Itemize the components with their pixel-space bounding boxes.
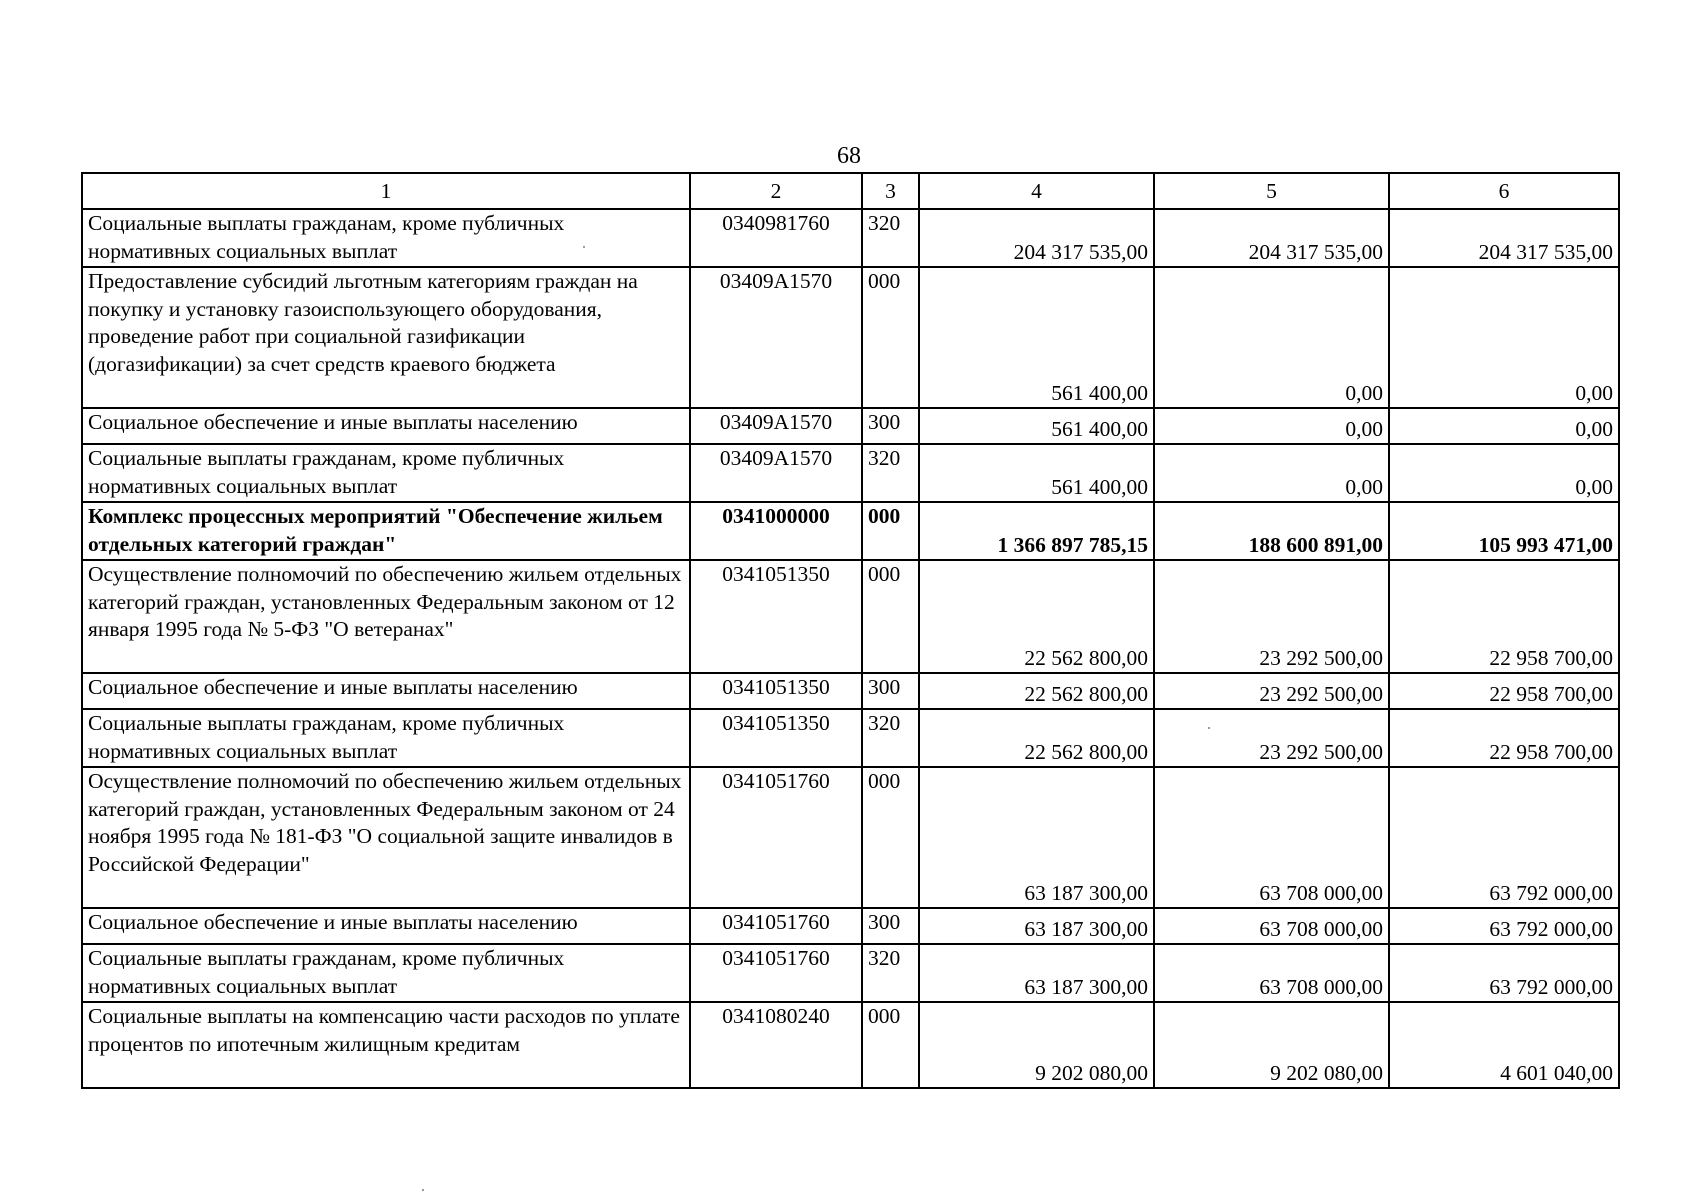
row-name: Социальные выплаты гражданам, кроме публичных нормативных социальных выплат bbox=[82, 944, 690, 1002]
row-code: 0341080240 bbox=[690, 1002, 862, 1088]
row-value-6: 22 958 700,00 bbox=[1389, 709, 1619, 767]
table-row bbox=[82, 502, 1619, 560]
row-value-5: 63 708 000,00 bbox=[1154, 944, 1389, 1002]
row-type: 000 bbox=[862, 502, 919, 560]
row-value-4: 204 317 535,00 bbox=[919, 209, 1154, 267]
header-col-5: 5 bbox=[1154, 173, 1389, 209]
row-type: 320 bbox=[862, 709, 919, 767]
row-name: Социальные выплаты гражданам, кроме публичных нормативных социальных выплат bbox=[82, 444, 690, 502]
row-value-5: 63 708 000,00 bbox=[1154, 908, 1389, 944]
row-value-6: 4 601 040,00 bbox=[1389, 1002, 1619, 1088]
table-row bbox=[82, 444, 1619, 502]
header-col-3: 3 bbox=[862, 173, 919, 209]
row-type: 320 bbox=[862, 444, 919, 502]
row-name: Осуществление полномочий по обеспечению жильем отдельных категорий граждан, установленных Федеральным законом от 24 ноября 1995 года № 181-ФЗ "О социальной защите инвалидов в Российской Федерации" bbox=[82, 767, 690, 908]
scan-speck bbox=[1208, 727, 1210, 729]
row-type: 300 bbox=[862, 408, 919, 444]
row-value-4: 22 562 800,00 bbox=[919, 560, 1154, 673]
row-name: Предоставление субсидий льготным категориям граждан на покупку и установку газоиспользующего оборудования, проведение работ при социальной газификации (догазификации) за счет средств краевого бюджета bbox=[82, 267, 690, 408]
row-value-4: 9 202 080,00 bbox=[919, 1002, 1154, 1088]
header-col-4: 4 bbox=[919, 173, 1154, 209]
row-code: 0341000000 bbox=[690, 502, 862, 560]
row-code: 03409A1570 bbox=[690, 267, 862, 408]
row-value-6: 0,00 bbox=[1389, 267, 1619, 408]
row-value-4: 561 400,00 bbox=[919, 267, 1154, 408]
row-code: 0341051350 bbox=[690, 709, 862, 767]
row-name: Социальные выплаты гражданам, кроме публичных нормативных социальных выплат bbox=[82, 209, 690, 267]
table-row bbox=[82, 267, 1619, 408]
row-value-4: 63 187 300,00 bbox=[919, 767, 1154, 908]
table-row bbox=[82, 1002, 1619, 1088]
row-value-5: 0,00 bbox=[1154, 408, 1389, 444]
row-name: Социальное обеспечение и иные выплаты населению bbox=[82, 408, 690, 444]
row-code: 03409A1570 bbox=[690, 444, 862, 502]
row-name: Социальные выплаты гражданам, кроме публичных нормативных социальных выплат bbox=[82, 709, 690, 767]
table-row bbox=[82, 673, 1619, 709]
row-value-6: 22 958 700,00 bbox=[1389, 673, 1619, 709]
row-name: Социальное обеспечение и иные выплаты населению bbox=[82, 908, 690, 944]
row-name: Социальное обеспечение и иные выплаты населению bbox=[82, 673, 690, 709]
row-code: 0341051760 bbox=[690, 944, 862, 1002]
row-name: Комплекс процессных мероприятий "Обеспечение жильем отдельных категорий граждан" bbox=[82, 502, 690, 560]
row-type: 300 bbox=[862, 673, 919, 709]
row-value-5: 63 708 000,00 bbox=[1154, 767, 1389, 908]
row-value-4: 1 366 897 785,15 bbox=[919, 502, 1154, 560]
page-number: 68 bbox=[837, 143, 861, 169]
scan-speck bbox=[422, 1189, 424, 1191]
header-col-6: 6 bbox=[1389, 173, 1619, 209]
row-name: Осуществление полномочий по обеспечению жильем отдельных категорий граждан, установленных Федеральным законом от 12 января 1995 года № 5-ФЗ "О ветеранах" bbox=[82, 560, 690, 673]
table-row bbox=[82, 209, 1619, 267]
row-type: 320 bbox=[862, 944, 919, 1002]
row-type: 000 bbox=[862, 767, 919, 908]
row-value-6: 105 993 471,00 bbox=[1389, 502, 1619, 560]
row-value-5: 0,00 bbox=[1154, 444, 1389, 502]
row-code: 0341051350 bbox=[690, 673, 862, 709]
table-row bbox=[82, 408, 1619, 444]
row-value-5: 23 292 500,00 bbox=[1154, 709, 1389, 767]
row-value-5: 23 292 500,00 bbox=[1154, 560, 1389, 673]
row-value-6: 63 792 000,00 bbox=[1389, 767, 1619, 908]
row-value-6: 0,00 bbox=[1389, 408, 1619, 444]
table-row bbox=[82, 908, 1619, 944]
row-value-6: 63 792 000,00 bbox=[1389, 908, 1619, 944]
row-value-5: 0,00 bbox=[1154, 267, 1389, 408]
row-value-4: 561 400,00 bbox=[919, 408, 1154, 444]
header-row bbox=[82, 173, 1619, 209]
scan-speck bbox=[583, 246, 585, 248]
row-code: 0340981760 bbox=[690, 209, 862, 267]
row-code: 0341051760 bbox=[690, 908, 862, 944]
row-value-4: 63 187 300,00 bbox=[919, 944, 1154, 1002]
row-value-6: 0,00 bbox=[1389, 444, 1619, 502]
row-value-5: 204 317 535,00 bbox=[1154, 209, 1389, 267]
row-value-4: 63 187 300,00 bbox=[919, 908, 1154, 944]
row-type: 000 bbox=[862, 1002, 919, 1088]
row-value-5: 9 202 080,00 bbox=[1154, 1002, 1389, 1088]
row-type: 320 bbox=[862, 209, 919, 267]
row-code: 03409A1570 bbox=[690, 408, 862, 444]
row-type: 000 bbox=[862, 560, 919, 673]
row-value-6: 22 958 700,00 bbox=[1389, 560, 1619, 673]
row-value-4: 561 400,00 bbox=[919, 444, 1154, 502]
row-value-6: 204 317 535,00 bbox=[1389, 209, 1619, 267]
row-code: 0341051760 bbox=[690, 767, 862, 908]
table-row bbox=[82, 709, 1619, 767]
budget-table bbox=[81, 172, 1620, 1089]
row-type: 000 bbox=[862, 267, 919, 408]
table-row bbox=[82, 944, 1619, 1002]
row-name: Социальные выплаты на компенсацию части расходов по уплате процентов по ипотечным жилищным кредитам bbox=[82, 1002, 690, 1088]
row-value-5: 23 292 500,00 bbox=[1154, 673, 1389, 709]
table-row bbox=[82, 767, 1619, 908]
header-col-2: 2 bbox=[690, 173, 862, 209]
row-code: 0341051350 bbox=[690, 560, 862, 673]
header-col-1: 1 bbox=[82, 173, 690, 209]
table-row bbox=[82, 560, 1619, 673]
row-type: 300 bbox=[862, 908, 919, 944]
row-value-6: 63 792 000,00 bbox=[1389, 944, 1619, 1002]
row-value-4: 22 562 800,00 bbox=[919, 673, 1154, 709]
row-value-4: 22 562 800,00 bbox=[919, 709, 1154, 767]
row-value-5: 188 600 891,00 bbox=[1154, 502, 1389, 560]
